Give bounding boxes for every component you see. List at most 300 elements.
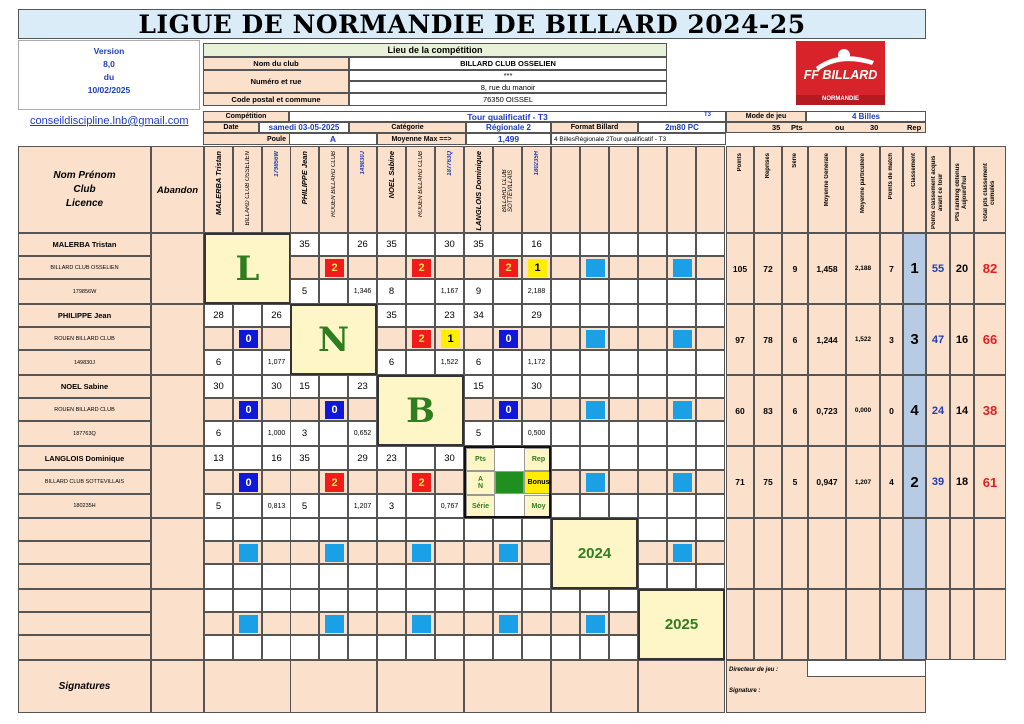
match-cell xyxy=(435,256,464,279)
match-cell xyxy=(580,398,609,421)
match-cell xyxy=(348,541,377,564)
match-cell xyxy=(204,398,233,421)
match-cell xyxy=(233,518,262,541)
match-cell xyxy=(319,612,348,635)
match-cell xyxy=(580,494,609,518)
player-cell xyxy=(18,589,151,612)
col-header-cell xyxy=(348,146,377,233)
player-cell xyxy=(18,279,151,304)
player-cell xyxy=(18,518,151,541)
match-cell xyxy=(667,350,696,375)
match-cell xyxy=(290,541,319,564)
match-cell xyxy=(667,564,696,589)
stat-header xyxy=(950,146,974,233)
match-points-badge: 0 xyxy=(499,330,518,348)
player-club: ROUEN BILLARD CLUB xyxy=(54,406,115,413)
match-cell xyxy=(609,589,638,612)
match-cell xyxy=(406,589,435,612)
match-cell xyxy=(319,233,348,256)
stat-cell xyxy=(926,518,950,589)
match-cell xyxy=(406,256,435,279)
match-cell xyxy=(319,564,348,589)
match-cell xyxy=(377,470,406,494)
match-cell xyxy=(551,304,580,327)
match-cell xyxy=(696,304,725,327)
match-cell xyxy=(638,350,667,375)
match-cell xyxy=(233,375,262,398)
col-header-cell xyxy=(493,146,522,233)
match-points: 35 xyxy=(377,304,406,327)
rep-label: Rep xyxy=(907,123,922,132)
match-cell xyxy=(319,518,348,541)
match-cell xyxy=(435,612,464,635)
match-moyenne: 1,346 xyxy=(348,279,377,304)
match-cell xyxy=(580,304,609,327)
version-block xyxy=(18,40,200,110)
match-reprises: 26 xyxy=(262,304,291,327)
match-reprises: 29 xyxy=(522,304,551,327)
match-cell xyxy=(233,398,262,421)
player-cell xyxy=(18,327,151,350)
match-moyenne: 1,167 xyxy=(435,279,464,304)
version-du: du xyxy=(103,72,115,82)
stat-cell xyxy=(950,589,974,660)
ou-label: ou xyxy=(835,123,845,132)
match-cell xyxy=(464,541,493,564)
match-cell xyxy=(667,398,696,421)
match-cell xyxy=(551,398,580,421)
match-cell xyxy=(580,279,609,304)
match-cell xyxy=(348,398,377,421)
stat-cell xyxy=(808,518,846,589)
stat-header xyxy=(808,146,846,233)
match-cell xyxy=(696,541,725,564)
match-cell xyxy=(319,279,348,304)
match-cell xyxy=(233,494,262,518)
match-cell xyxy=(667,375,696,398)
match-points: 35 xyxy=(290,233,319,256)
stat-value: 72 xyxy=(754,233,782,304)
match-cell xyxy=(551,233,580,256)
stat-header-label: Points de match xyxy=(888,153,894,200)
stat-value: 60 xyxy=(726,375,754,446)
version-label: Version xyxy=(93,46,125,56)
match-cell xyxy=(290,589,319,612)
match-cell xyxy=(551,421,580,446)
match-cell xyxy=(609,421,638,446)
match-cell xyxy=(638,233,667,256)
club-value: BILLARD CLUB OSSELIEN xyxy=(349,57,667,70)
col-header-cell xyxy=(580,146,609,233)
match-cell xyxy=(667,256,696,279)
match-cell xyxy=(204,470,233,494)
empty-match-square xyxy=(586,473,605,492)
stat-cell xyxy=(903,518,926,589)
col-header-club: ROUEN BILLARD CLUB xyxy=(330,151,337,218)
empty-match-square xyxy=(586,259,605,277)
stat-value: 3 xyxy=(903,304,926,375)
match-points-badge: 0 xyxy=(239,473,258,492)
stat-value: 0,000 xyxy=(846,375,880,446)
stat-value: 6 xyxy=(782,375,808,446)
pts-label: Pts xyxy=(791,123,803,132)
match-cell xyxy=(638,279,667,304)
points-reprises-box xyxy=(726,122,926,133)
match-cell xyxy=(348,612,377,635)
match-cell xyxy=(493,541,522,564)
col-header-cell xyxy=(667,146,696,233)
match-cell xyxy=(609,494,638,518)
stat-value: 1 xyxy=(903,233,926,304)
match-cell xyxy=(522,612,551,635)
match-cell xyxy=(580,421,609,446)
match-cell xyxy=(204,564,233,589)
col-header-cell xyxy=(319,146,348,233)
empty-match-square xyxy=(499,544,518,562)
match-cell xyxy=(262,470,291,494)
match-cell xyxy=(609,279,638,304)
match-cell xyxy=(233,421,262,446)
col-header-name: LANGLOIS Dominique xyxy=(474,151,483,231)
match-moyenne: 1,172 xyxy=(522,350,551,375)
match-cell xyxy=(348,518,377,541)
empty-match-square xyxy=(673,401,692,419)
player-cell xyxy=(18,470,151,494)
match-reprises: 26 xyxy=(348,233,377,256)
match-cell xyxy=(580,635,609,660)
abandon-cell xyxy=(151,518,204,589)
match-cell xyxy=(464,518,493,541)
match-moyenne: 2,188 xyxy=(522,279,551,304)
stat-value: 82 xyxy=(974,233,1006,304)
stat-value: 75 xyxy=(754,446,782,518)
player-club: BILLARD CLUB SOTTEVILLAIS xyxy=(44,479,125,485)
stat-value: 4 xyxy=(880,446,903,518)
stat-cell xyxy=(950,518,974,589)
match-points-badge: 0 xyxy=(499,401,518,419)
stat-value: 39 xyxy=(926,446,950,518)
match-reprises: 30 xyxy=(435,446,464,470)
match-cell xyxy=(319,375,348,398)
abandon-cell xyxy=(151,589,204,660)
match-cell xyxy=(551,350,580,375)
player-licence: 179856W xyxy=(72,288,97,295)
match-points: 35 xyxy=(464,233,493,256)
stat-cell xyxy=(974,518,1006,589)
match-cell xyxy=(522,564,551,589)
email-link[interactable]: conseildiscipline.lnb@gmail.com xyxy=(30,115,189,127)
match-points: 28 xyxy=(204,304,233,327)
col-header-cell xyxy=(406,146,435,233)
empty-match-square xyxy=(586,401,605,419)
match-cell xyxy=(638,494,667,518)
lieu-header: Lieu de la compétition xyxy=(203,43,667,57)
match-cell xyxy=(290,635,319,660)
match-serie: 9 xyxy=(464,279,493,304)
match-serie: 6 xyxy=(204,421,233,446)
match-cell xyxy=(262,327,291,350)
match-cell xyxy=(638,518,667,541)
match-cell xyxy=(435,541,464,564)
match-cell xyxy=(667,279,696,304)
match-serie: 5 xyxy=(464,421,493,446)
diag-letter: B xyxy=(377,375,464,446)
col-header-club: ROUEN BILLARD CLUB xyxy=(417,151,424,218)
match-cell xyxy=(493,564,522,589)
player-licence: 187763Q xyxy=(73,430,96,437)
match-cell xyxy=(493,421,522,446)
player-cell xyxy=(18,541,151,564)
num-stars: *** xyxy=(349,70,667,81)
stat-value: 0,947 xyxy=(808,446,846,518)
match-reprises: 23 xyxy=(435,304,464,327)
player-name: NOEL Sabine xyxy=(60,382,109,391)
stat-value: 0,723 xyxy=(808,375,846,446)
stat-header-label: Moyenne particulière xyxy=(859,153,866,214)
match-cell xyxy=(377,518,406,541)
col-header-cell xyxy=(464,146,493,233)
competition-label: Compétition xyxy=(203,111,289,122)
diag-letter: L xyxy=(204,233,291,304)
col-header-cell xyxy=(638,146,667,233)
directeur-input[interactable] xyxy=(807,661,926,677)
match-cell xyxy=(233,304,262,327)
categorie-value: Régionale 2 xyxy=(466,122,551,133)
match-cell xyxy=(262,612,291,635)
stat-value: 24 xyxy=(926,375,950,446)
match-reprises: 16 xyxy=(522,233,551,256)
match-cell xyxy=(696,279,725,304)
col-header-name: PHILIPPE Jean xyxy=(300,151,309,205)
stat-header-label: Total pts classement cumulés xyxy=(983,163,996,222)
stat-value: 83 xyxy=(754,375,782,446)
match-cell xyxy=(493,233,522,256)
year-box: 2024 xyxy=(551,518,638,589)
match-cell xyxy=(233,446,262,470)
stat-header-label: Classement xyxy=(911,153,917,187)
empty-match-square xyxy=(673,544,692,562)
match-cell xyxy=(406,541,435,564)
abandon-cell xyxy=(151,375,204,446)
abandon-cell xyxy=(151,446,204,518)
match-cell xyxy=(696,398,725,421)
match-cell xyxy=(348,470,377,494)
match-cell xyxy=(638,446,667,470)
match-cell xyxy=(667,233,696,256)
rep-value: 30 xyxy=(870,123,879,132)
stat-value: 97 xyxy=(726,304,754,375)
stat-cell xyxy=(880,589,903,660)
empty-match-square xyxy=(673,330,692,348)
match-serie: 6 xyxy=(377,350,406,375)
match-serie: 6 xyxy=(204,350,233,375)
stat-value: 55 xyxy=(926,233,950,304)
match-reprises: 30 xyxy=(522,375,551,398)
match-cell xyxy=(609,398,638,421)
match-cell xyxy=(609,233,638,256)
match-cell xyxy=(435,518,464,541)
col-header-club: BILLARD CLUB SOTTEVILLAIS xyxy=(501,169,514,213)
stat-header xyxy=(880,146,903,233)
pts-value: 35 xyxy=(772,123,781,132)
stat-value: 47 xyxy=(926,304,950,375)
match-cell xyxy=(522,256,551,279)
stat-cell xyxy=(782,589,808,660)
match-cell xyxy=(435,327,464,350)
stat-header-label: Points xyxy=(736,153,743,172)
stat-value: 5 xyxy=(782,446,808,518)
stat-value: 14 xyxy=(950,375,974,446)
match-cell xyxy=(609,350,638,375)
abandon-cell xyxy=(151,233,204,304)
match-cell xyxy=(609,470,638,494)
stat-value: 16 xyxy=(950,304,974,375)
signatures-label: Signatures xyxy=(18,660,151,713)
directeur-box xyxy=(726,660,926,713)
player-cell xyxy=(18,375,151,398)
col-header-cell xyxy=(377,146,406,233)
stat-cell xyxy=(808,589,846,660)
match-cell xyxy=(204,612,233,635)
match-cell xyxy=(609,446,638,470)
stat-value: 78 xyxy=(754,304,782,375)
player-cell xyxy=(18,350,151,375)
col-header-licence: 149830J xyxy=(359,151,366,175)
stat-cell xyxy=(880,518,903,589)
poule-label: Poule xyxy=(203,133,349,145)
match-moyenne: 0,652 xyxy=(348,421,377,446)
match-cell xyxy=(609,304,638,327)
match-points: 15 xyxy=(464,375,493,398)
match-cell xyxy=(522,327,551,350)
match-serie: 5 xyxy=(204,494,233,518)
match-cell xyxy=(638,470,667,494)
stat-value: 1,207 xyxy=(846,446,880,518)
match-cell xyxy=(667,327,696,350)
match-cell xyxy=(580,589,609,612)
stat-header-label: Série xyxy=(791,153,798,168)
match-cell xyxy=(233,350,262,375)
date-value: samedi 03-05-2025 xyxy=(259,122,349,133)
player-name: LANGLOIS Dominique xyxy=(44,453,125,463)
bonus-badge: 1 xyxy=(441,330,460,348)
match-cell xyxy=(262,518,291,541)
match-cell xyxy=(696,518,725,541)
player-header-line: Club xyxy=(73,183,96,195)
logo-region: NORMANDIE xyxy=(822,96,859,102)
match-cell xyxy=(522,518,551,541)
match-cell xyxy=(493,398,522,421)
col-header-name: NOEL Sabine xyxy=(387,151,396,199)
match-cell xyxy=(290,518,319,541)
match-cell xyxy=(377,612,406,635)
rue-value: 8, rue du manoir xyxy=(349,81,667,93)
col-header-licence: 179856W xyxy=(273,151,280,177)
legend-green xyxy=(495,471,524,494)
match-cell xyxy=(551,470,580,494)
format-label: Format Billard xyxy=(551,122,638,133)
stat-value: 7 xyxy=(880,233,903,304)
match-points-badge: 2 xyxy=(499,259,518,277)
mode-label: Mode de jeu xyxy=(726,111,806,122)
match-moyenne: 0,813 xyxy=(262,494,291,518)
empty-match-square xyxy=(239,544,258,562)
stat-cell xyxy=(846,589,880,660)
signature-cell xyxy=(377,660,464,713)
match-cell xyxy=(464,256,493,279)
match-cell xyxy=(522,398,551,421)
match-cell xyxy=(580,256,609,279)
match-serie: 6 xyxy=(464,350,493,375)
match-reprises: 16 xyxy=(262,446,291,470)
match-cell xyxy=(319,589,348,612)
match-cell xyxy=(319,398,348,421)
match-cell xyxy=(406,446,435,470)
stat-value: 1,244 xyxy=(808,304,846,375)
stat-cell xyxy=(782,518,808,589)
match-cell xyxy=(638,327,667,350)
match-cell xyxy=(204,589,233,612)
match-points-badge: 0 xyxy=(239,330,258,348)
stat-value: 20 xyxy=(950,233,974,304)
match-cell xyxy=(233,327,262,350)
match-cell xyxy=(464,398,493,421)
match-cell xyxy=(696,446,725,470)
player-cell xyxy=(18,635,151,660)
stat-header-label: Moyenne Générale xyxy=(823,153,830,207)
match-points-badge: 2 xyxy=(412,330,431,348)
year-box: 2025 xyxy=(638,589,725,660)
match-cell xyxy=(580,233,609,256)
match-points-badge: 2 xyxy=(325,473,344,492)
match-cell xyxy=(580,446,609,470)
stat-header-label: Points classement acquis avant ce tour xyxy=(931,155,944,230)
match-reprises: 23 xyxy=(348,375,377,398)
player-licence: 149830J xyxy=(73,359,96,366)
match-points: 13 xyxy=(204,446,233,470)
description: 4 BillesRégionale 2Tour qualificatif - T3 xyxy=(551,133,726,145)
match-cell xyxy=(551,494,580,518)
stat-header xyxy=(903,146,926,233)
match-points: 35 xyxy=(290,446,319,470)
match-cell xyxy=(638,304,667,327)
match-cell xyxy=(638,256,667,279)
empty-match-square xyxy=(586,330,605,348)
match-points-badge: 2 xyxy=(325,259,344,277)
stat-value: 4 xyxy=(903,375,926,446)
legend-a xyxy=(466,471,495,495)
stat-value: 105 xyxy=(726,233,754,304)
match-cell xyxy=(406,350,435,375)
col-header-club: BILLARD CLUB OSSELIEN xyxy=(244,151,251,226)
match-cell xyxy=(406,233,435,256)
match-cell xyxy=(319,256,348,279)
match-cell xyxy=(262,564,291,589)
signature-cell xyxy=(151,660,204,713)
match-cell xyxy=(406,518,435,541)
empty-match-square xyxy=(412,544,431,562)
stat-cell xyxy=(846,518,880,589)
match-cell xyxy=(290,256,319,279)
match-cell xyxy=(464,327,493,350)
col-header-cell xyxy=(233,146,262,233)
match-cell xyxy=(609,327,638,350)
match-reprises: 30 xyxy=(435,233,464,256)
format-value: 2m80 PC xyxy=(638,122,726,133)
stat-cell xyxy=(726,589,754,660)
stat-header xyxy=(782,146,808,233)
match-cell xyxy=(580,612,609,635)
